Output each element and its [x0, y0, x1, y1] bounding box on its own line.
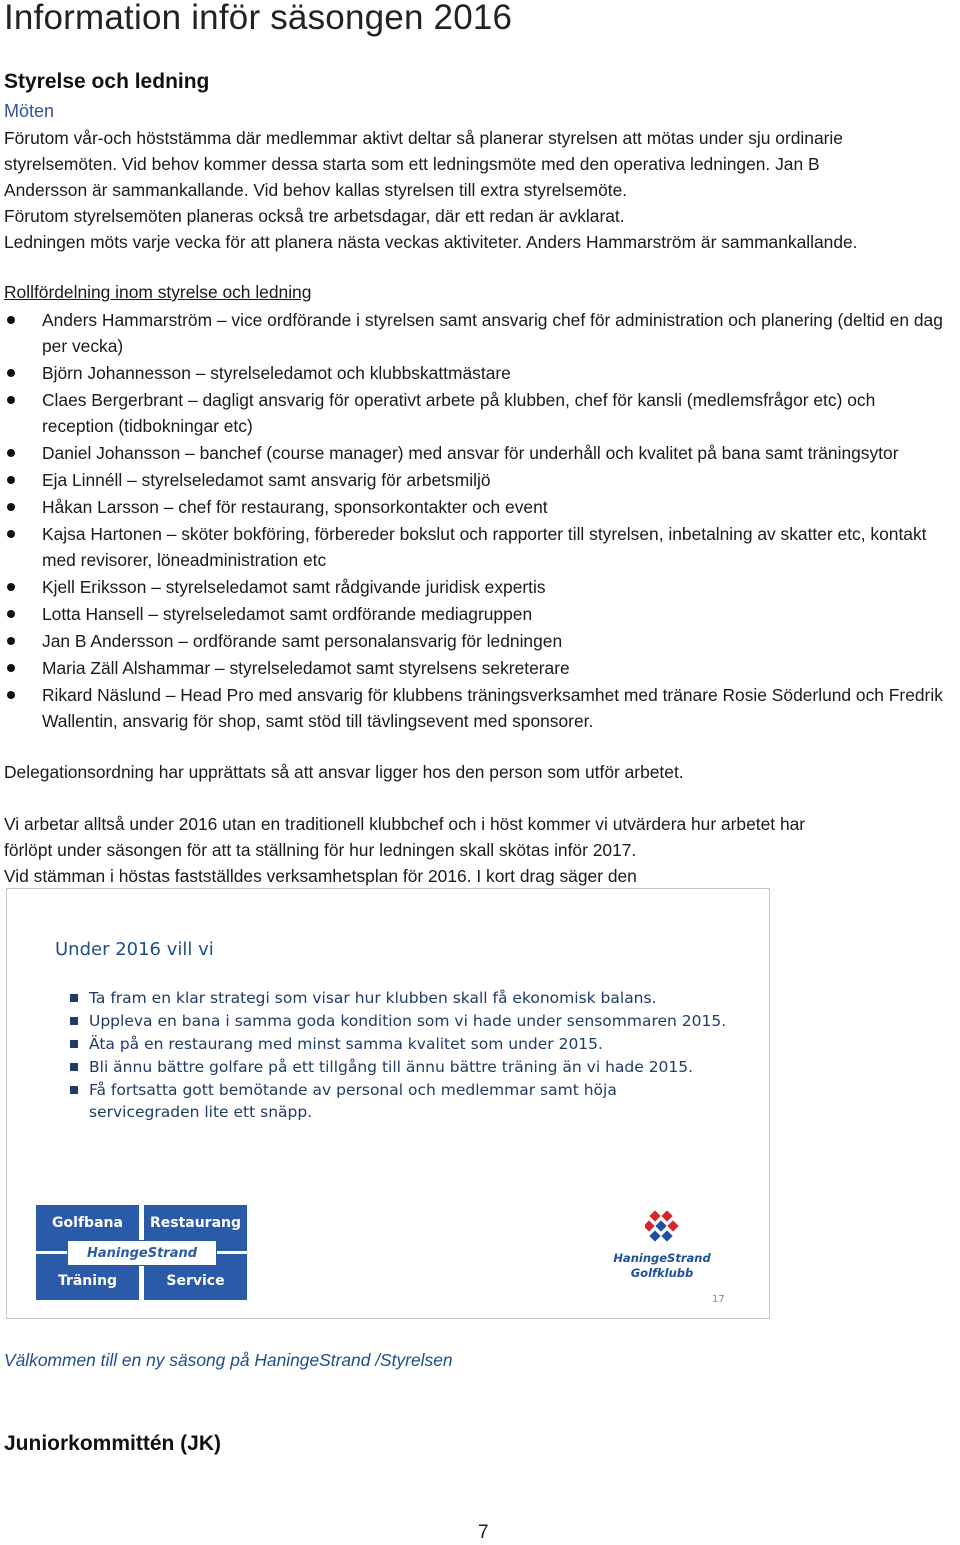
slide-list-item: [69, 1057, 729, 1079]
list-item: [0, 601, 950, 627]
slide-item-text: Ta fram en klar strategi som visar hur klubben skall få ekonomisk balans.: [89, 989, 657, 1007]
role-text: Håkan Larsson – chef för restaurang, sponsorkontakter och event: [42, 497, 548, 517]
square-bullet-icon: [70, 1086, 78, 1094]
slide-list-item: [69, 988, 729, 1010]
list-item: [0, 307, 950, 359]
page-number: 7: [478, 1522, 489, 1543]
role-text: Maria Zäll Alshammar – styrelseledamot samt styrelsens sekreterare: [42, 658, 570, 678]
square-bullet-icon: [70, 994, 78, 1002]
role-text: Eja Linnéll – styrelseledamot samt ansvarig för arbetsmiljö: [42, 470, 491, 490]
bullet-icon: [7, 583, 15, 591]
tile-center-logo: HaningeStrand: [67, 1240, 217, 1266]
tile-restaurang: Restaurang: [144, 1205, 247, 1251]
square-bullet-icon: [70, 1017, 78, 1025]
plan-paragraph: [4, 811, 956, 889]
text-line: Förutom styrelsemöten planeras också tre arbetsdagar, där ett redan är avklarat.: [4, 206, 625, 226]
list-item: [0, 494, 950, 520]
square-bullet-icon: [70, 1063, 78, 1071]
document-title: Information inför säsongen 2016: [4, 0, 513, 37]
embedded-slide-image: [6, 888, 770, 1319]
roles-list: [0, 307, 950, 735]
tile-service: Service: [144, 1254, 247, 1300]
bullet-icon: [7, 637, 15, 645]
club-logo: [592, 1210, 732, 1290]
bullet-icon: [7, 691, 15, 699]
list-item: [0, 440, 950, 466]
text-line: Vid stämman i höstas fastställdes verksamhetsplan för 2016. I kort drag säger den: [4, 866, 637, 886]
role-text: Anders Hammarström – vice ordförande i styrelsen samt ansvarig chef för administration och planering (deltid en dag per vecka): [42, 310, 943, 356]
slide-number: 17: [712, 1294, 725, 1305]
role-text: Kjell Eriksson – styrelseledamot samt rådgivande juridisk expertis: [42, 577, 546, 597]
slide-list-item: [69, 1034, 729, 1056]
text-line: Förutom vår-och höststämma där medlemmar aktivt deltar så planerar styrelsen att mötas under sju ordinarie: [4, 128, 843, 148]
club-subtitle: Golfklubb: [630, 1266, 694, 1280]
section-heading: Styrelse och ledning: [4, 70, 210, 93]
bullet-icon: [7, 610, 15, 618]
bullet-icon: [7, 396, 15, 404]
bullet-icon: [7, 503, 15, 511]
role-text: Kajsa Hartonen – sköter bokföring, förbereder bokslut och rapporter till styrelsen, inbetalning av skatter etc, kontakt med revisorer, löneadministration etc: [42, 524, 927, 570]
list-item: [0, 574, 950, 600]
role-text: Claes Bergerbrant – dagligt ansvarig för operativt arbete på klubben, chef för kansli (medlemsfrågor etc) och reception (tidbokningar etc): [42, 390, 876, 436]
bullet-icon: [7, 664, 15, 672]
junior-committee-heading: Juniorkommittén (JK): [4, 1432, 222, 1455]
list-item: [0, 387, 950, 439]
meetings-subheading: Möten: [4, 101, 55, 121]
bullet-icon: [7, 369, 15, 377]
list-item: [0, 655, 950, 681]
delegation-paragraph: Delegationsordning har upprättats så att ansvar ligger hos den person som utför arbetet.: [4, 762, 684, 782]
slide-title: Under 2016 vill vi: [55, 939, 214, 960]
tile-golfbana: Golfbana: [36, 1205, 139, 1251]
tile-traning: Träning: [36, 1254, 139, 1300]
text-line: styrelsemöten. Vid behov kommer dessa starta som ett ledningsmöte med den operativa ledningen. Jan B: [4, 154, 820, 174]
text-line: Ledningen möts varje vecka för att planera nästa veckas aktiviteter. Anders Hammarström är sammankallande.: [4, 232, 858, 252]
bullet-icon: [7, 449, 15, 457]
role-text: Daniel Johansson – banchef (course manager) med ansvar för underhåll och kvalitet på bana samt träningsytor: [42, 443, 899, 463]
club-logo-icon: [645, 1210, 681, 1248]
role-text: Rikard Näslund – Head Pro med ansvarig för klubbens träningsverksamhet med tränare Rosie Söderlund och Fredrik Wallentin, ansvarig för shop, samt stöd till tävlingsevent med sponsorer.: [42, 685, 943, 731]
slide-item-text: Bli ännu bättre golfare på ett tillgång till ännu bättre träning än vi hade 2015.: [89, 1058, 694, 1076]
list-item: [0, 521, 950, 573]
club-name: HaningeStrand: [613, 1251, 711, 1265]
role-text: Björn Johannesson – styrelseledamot och klubbskattmästare: [42, 363, 511, 383]
slide-item-text: Äta på en restaurang med minst samma kvalitet som under 2015.: [89, 1035, 603, 1053]
slide-list-item: [69, 1011, 729, 1033]
role-text: Lotta Hansell – styrelseledamot samt ordförande mediagruppen: [42, 604, 533, 624]
welcome-text: Välkommen till en ny säsong på HaningeStrand /Styrelsen: [4, 1350, 453, 1370]
meetings-paragraph: [4, 125, 956, 255]
text-line: Vi arbetar alltså under 2016 utan en traditionell klubbchef och i höst kommer vi utvärdera hur arbetet har: [4, 814, 806, 834]
slide-item-text: Få fortsatta gott bemötande av personal och medlemmar samt höja servicegraden lite ett snäpp.: [89, 1081, 617, 1121]
text-line: förlöpt under säsongen för att ta ställning för hur ledningen skall skötas inför 2017.: [4, 840, 637, 860]
slide-list: [69, 988, 729, 1125]
role-text: Jan B Andersson – ordförande samt personalansvarig för ledningen: [42, 631, 563, 651]
list-item: [0, 467, 950, 493]
list-item: [0, 628, 950, 654]
text-line: Andersson är sammankallande. Vid behov kallas styrelsen till extra styrelsemöte.: [4, 180, 628, 200]
square-bullet-icon: [70, 1040, 78, 1048]
slide-list-item: [69, 1080, 729, 1123]
bullet-icon: [7, 316, 15, 324]
slide-item-text: Uppleva en bana i samma goda kondition som vi hade under sensommaren 2015.: [89, 1012, 727, 1030]
service-tiles: [36, 1205, 248, 1300]
bullet-icon: [7, 476, 15, 484]
list-item: [0, 682, 950, 734]
bullet-icon: [7, 530, 15, 538]
list-item: [0, 360, 950, 386]
roles-heading: Rollfördelning inom styrelse och ledning: [4, 282, 312, 302]
